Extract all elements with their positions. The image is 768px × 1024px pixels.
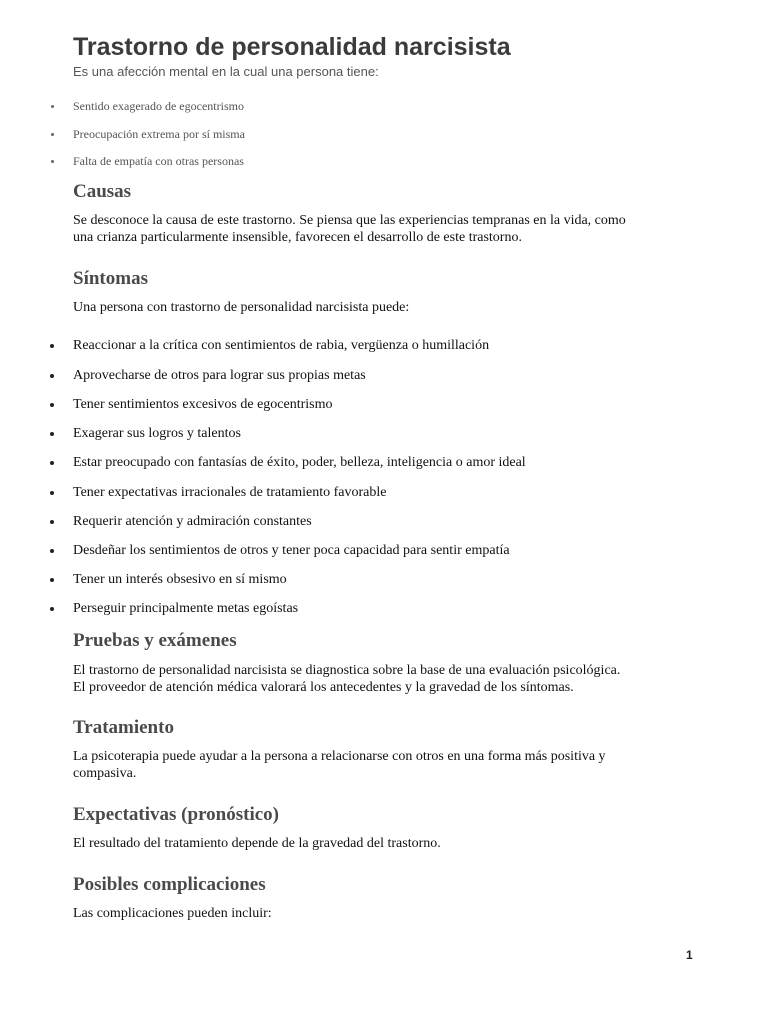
- pruebas-line: El proveedor de atención médica valorará los antecedentes y la gravedad de los síntomas.: [73, 680, 574, 695]
- sintomas-item-text: Exagerar sus logros y talentos: [73, 426, 241, 441]
- sintomas-item-text: Tener sentimientos excesivos de egocentrismo: [73, 397, 333, 412]
- sintomas-item-text: Estar preocupado con fantasías de éxito, poder, belleza, inteligencia o amor ideal: [73, 455, 526, 470]
- section-heading-tratamiento: Tratamiento: [73, 717, 174, 738]
- sintomas-item-text: Requerir atención y admiración constantes: [73, 514, 312, 529]
- bullet-icon: [51, 160, 54, 163]
- tratamiento-line: compasiva.: [73, 766, 137, 781]
- bullet-icon: [50, 461, 54, 465]
- section-heading-sintomas: Síntomas: [73, 268, 148, 289]
- document-title: Trastorno de personalidad narcisista: [73, 33, 511, 61]
- bullet-icon: [51, 105, 54, 108]
- pruebas-line: El trastorno de personalidad narcisista se diagnostica sobre la base de una evaluación psicológica.: [73, 663, 621, 678]
- bullet-icon: [50, 403, 54, 407]
- section-heading-complicaciones: Posibles complicaciones: [73, 874, 266, 895]
- document-subtitle: Es una afección mental en la cual una persona tiene:: [73, 64, 379, 79]
- intro-item-text: Sentido exagerado de egocentrismo: [73, 99, 244, 113]
- section-heading-causas: Causas: [73, 181, 132, 202]
- bullet-icon: [50, 344, 54, 348]
- bullet-icon: [50, 491, 54, 495]
- section-heading-pruebas: Pruebas y exámenes: [73, 630, 237, 651]
- expectativas-line: El resultado del tratamiento depende de la gravedad del trastorno.: [73, 836, 441, 851]
- page-number: 1: [686, 948, 693, 962]
- sintomas-item-text: Desdeñar los sentimientos de otros y tener poca capacidad para sentir empatía: [73, 543, 510, 558]
- bullet-icon: [50, 607, 54, 611]
- section-heading-expectativas: Expectativas (pronóstico): [73, 804, 279, 825]
- sintomas-item-text: Aprovecharse de otros para lograr sus propias metas: [73, 368, 366, 383]
- sintomas-item-text: Perseguir principalmente metas egoístas: [73, 601, 299, 616]
- sintomas-intro: Una persona con trastorno de personalidad narcisista puede:: [73, 300, 410, 315]
- intro-item-text: Falta de empatía con otras personas: [73, 154, 244, 168]
- bullet-icon: [50, 374, 54, 378]
- bullet-icon: [50, 578, 54, 582]
- tratamiento-line: La psicoterapia puede ayudar a la persona a relacionarse con otros en una forma más positiva y: [73, 749, 606, 764]
- intro-item-text: Preocupación extrema por sí misma: [73, 127, 245, 141]
- bullet-icon: [51, 133, 54, 136]
- sintomas-item-text: Tener expectativas irracionales de tratamiento favorable: [73, 485, 387, 500]
- causas-line: Se desconoce la causa de este trastorno. Se piensa que las experiencias tempranas en la vida, como: [73, 213, 626, 228]
- bullet-icon: [50, 520, 54, 524]
- bullet-icon: [50, 549, 54, 553]
- sintomas-item-text: Tener un interés obsesivo en sí mismo: [73, 572, 287, 587]
- causas-line: una crianza particularmente insensible, favorecen el desarrollo de este trastorno.: [73, 230, 522, 245]
- complicaciones-line: Las complicaciones pueden incluir:: [73, 906, 272, 921]
- sintomas-item-text: Reaccionar a la crítica con sentimientos de rabia, vergüenza o humillación: [73, 338, 490, 353]
- bullet-icon: [50, 432, 54, 436]
